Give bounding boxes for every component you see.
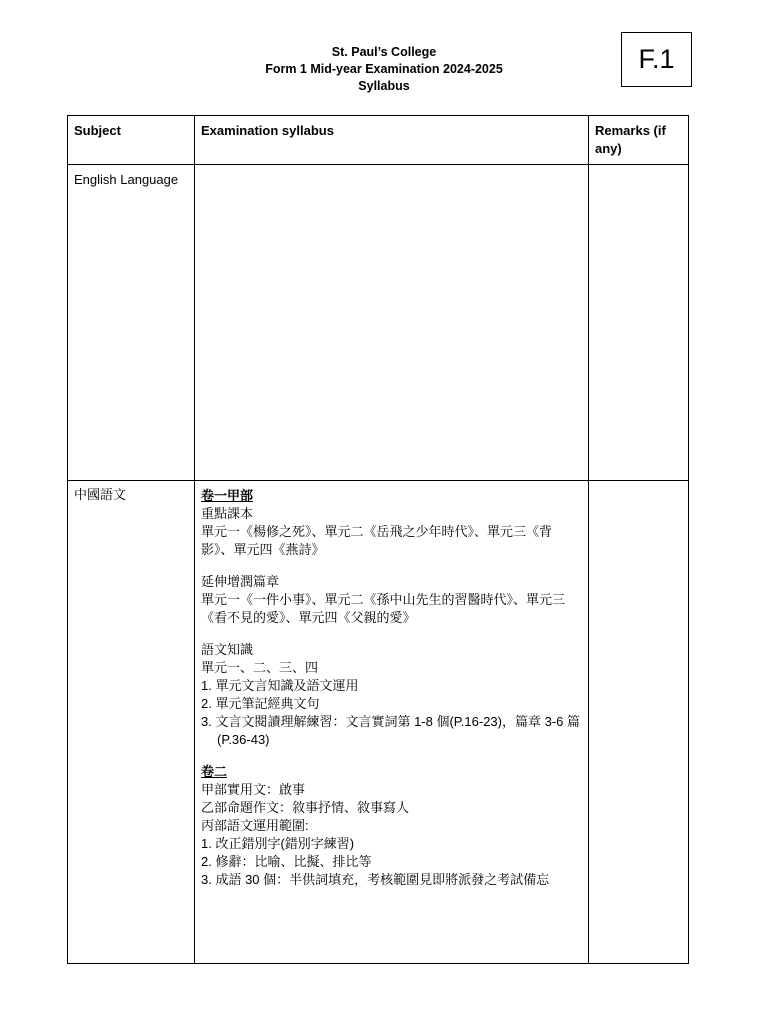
header-remarks: Remarks (if any) (589, 116, 689, 165)
extended-texts: 單元一《一件小事》、單元二《孫中山先生的習醫時代》、單元三《看不見的愛》、單元四《父親的愛》 (201, 592, 566, 625)
language-knowledge-units: 單元一、二、三、四 (201, 660, 319, 675)
list-item: 1. 改正錯別字(錯別字練習) (201, 836, 355, 851)
list-item: 3. 文言文閱讀理解練習：文言實詞第 1-8 個(P.16-23)，篇章 3-6 篇(P.36-43) (201, 714, 580, 747)
extended-texts-title: 延伸增潤篇章 (201, 574, 280, 589)
form-label: F.1 (638, 44, 675, 74)
key-texts: 單元一《楊修之死》、單元二《岳飛之少年時代》、單元三《背影》、單元四《燕詩》 (201, 524, 553, 557)
language-knowledge-title: 語文知識 (201, 642, 254, 657)
table-header-row (68, 116, 689, 165)
paper1-section-title: 卷一甲部 (201, 488, 254, 503)
paper2-part-c: 丙部語文運用範圍: (201, 818, 309, 833)
header-syllabus: Examination syllabus (195, 116, 589, 165)
syllabus-cell-chinese (195, 481, 589, 964)
syllabus-cell-english (195, 165, 589, 481)
remarks-cell-english (589, 165, 689, 481)
document-subtitle: Syllabus (358, 79, 410, 93)
school-name: St. Paul’s College (331, 45, 437, 59)
paper2-section-title: 卷二 (201, 764, 228, 779)
list-item: 2. 修辭：比喻、比擬、排比等 (201, 854, 372, 869)
list-item: 2. 單元筆記經典文句 (201, 696, 320, 711)
table-row-chinese (68, 481, 689, 964)
exam-title: Form 1 Mid-year Examination 2024-2025 (265, 62, 503, 76)
paper2-part-a: 甲部實用文：啟事 (201, 782, 306, 797)
subject-cell-english: English Language (68, 165, 195, 481)
form-label-box (621, 32, 692, 87)
table-row-english (68, 165, 689, 481)
list-item: 3. 成語 30 個：半供詞填充，考核範圍見即將派發之考試備忘 (201, 872, 550, 887)
paper2-part-b: 乙部命題作文：敘事抒情、敘事寫人 (201, 800, 410, 815)
list-item: 1. 單元文言知識及語文運用 (201, 678, 359, 693)
syllabus-table (67, 115, 689, 964)
subject-cell-chinese: 中國語文 (68, 481, 195, 964)
key-texts-title: 重點課本 (201, 506, 254, 521)
remarks-cell-chinese (589, 481, 689, 964)
header-subject: Subject (68, 116, 195, 165)
